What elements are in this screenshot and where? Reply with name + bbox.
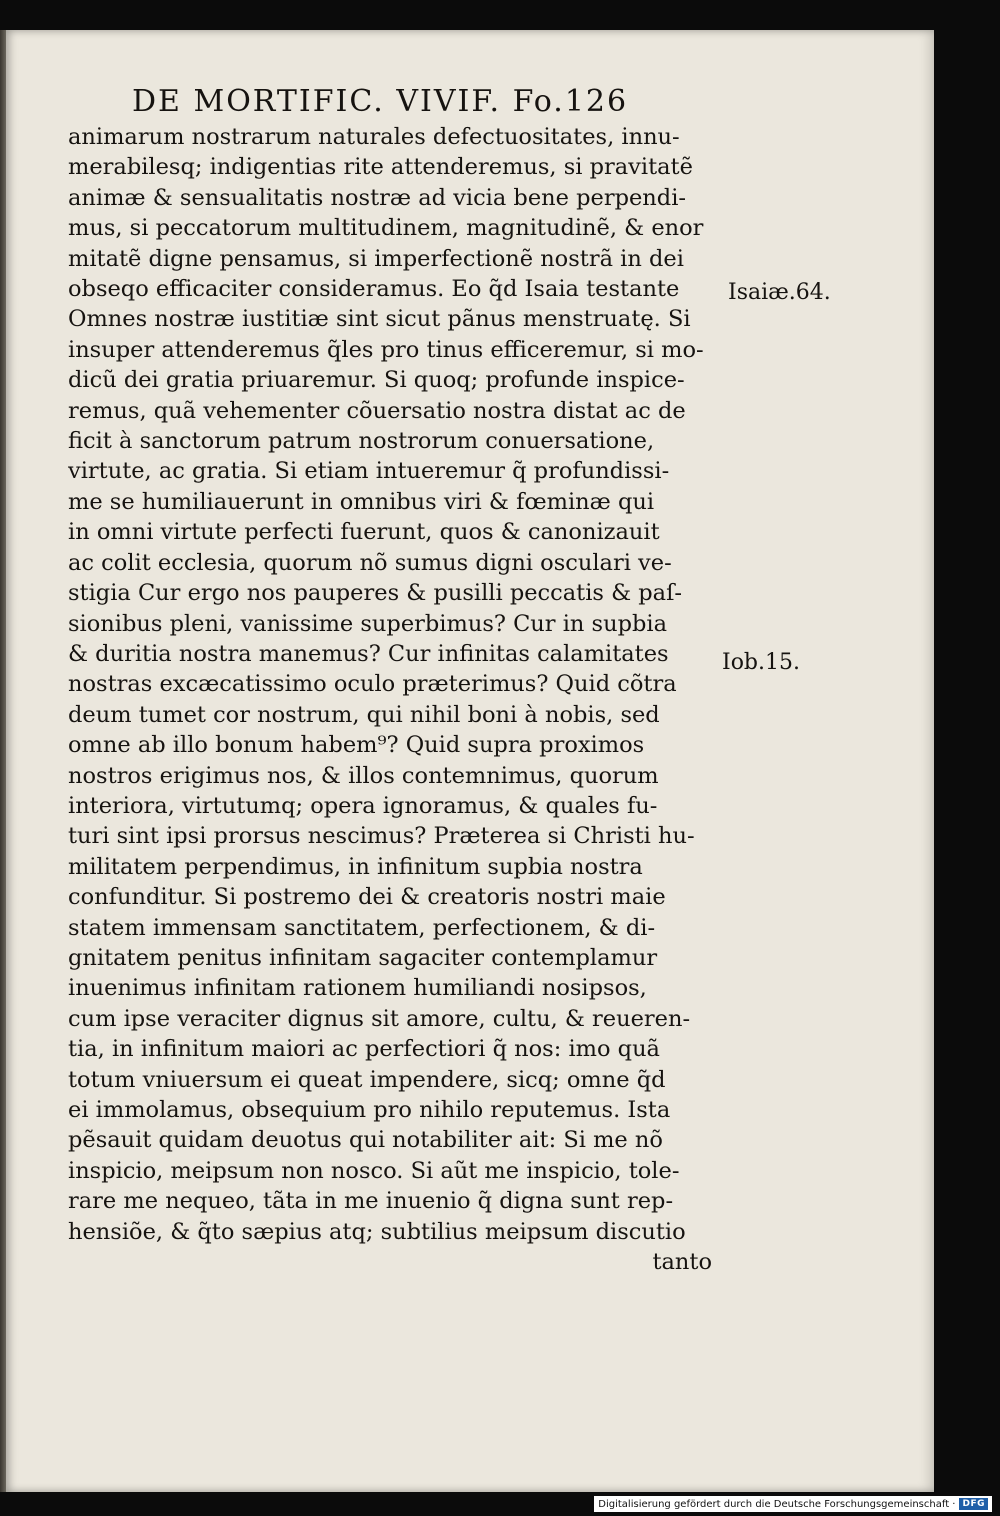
text-line: obseqo efficaciter consideramus. Eo q̃d Isaia testante [68,276,680,303]
text-line: in omni virtute perfecti fuerunt, quos & canonizauit [68,519,660,546]
body-text [68,122,728,1277]
text-line: inuenimus infinitam rationem humiliandi nosipsos, [68,975,647,1002]
text-line: insuper attenderemus q̃les pro tinus efficeremur, si mo- [68,336,704,363]
text-line: mus, si peccatorum multitudinem, magnitudinẽ, & enor [68,215,704,242]
text-line: tia, in infinitum maiori ac perfectiori q̃ nos: imo quã [68,1036,660,1063]
dfg-logo-icon: DFG [959,1498,988,1510]
text-line: ficit à sanctorum patrum nostrorum conuersatione, [68,428,655,455]
funding-note: Digitalisierung gefördert durch die Deutsche Forschungsgemeinschaft · [598,1498,956,1510]
text-line: rare me nequeo, tãta in me inuenio q̃ digna sunt rep- [68,1188,674,1215]
text-line: animæ & sensualitatis nostræ ad vicia bene perpendi- [68,184,686,211]
margin-note-isaiah: Isaiæ.64. [728,280,831,305]
text-line: statem immensam sanctitatem, perfectionem, & di- [68,914,656,941]
text-line: omne ab illo bonum habem⁹? Quid supra proximos [68,732,645,759]
text-line: turi sint ipsi prorsus nescimus? Præterea si Christi hu- [68,823,695,850]
text-line: merabilesq; indigentias rite attenderemus, si pravitatẽ [68,154,693,181]
text-line: virtute, ac gratia. Si etiam intueremur q̃ profundissi- [68,458,670,485]
text-line: animarum nostrarum naturales defectuositates, innu- [68,124,680,150]
text-line: confunditur. Si postremo dei & creatoris nostri maie [68,884,666,911]
text-line: deum tumet cor nostrum, qui nihil boni à nobis, sed [68,701,660,728]
text-line: remus, quã vehementer cõuersatio nostra distat ac de [68,397,686,424]
text-line: Omnes nostræ iustitiæ sint sicut pãnus menstruatę. Si [68,306,691,333]
text-line: pẽsauit quidam deuotus qui notabiliter ait: Si me nõ [68,1127,663,1154]
text-line: dicũ dei gratia priuaremur. Si quoq; profunde inspice- [68,367,685,394]
text-line: & duritia nostra manemus? Cur infinitas calamitates [68,640,669,667]
text-line: cum ipse veraciter dignus sit amore, cultu, & reueren- [68,1005,691,1032]
text-line: totum vniuersum ei queat impendere, sicq; omne q̃d [68,1066,666,1093]
funding-footer [594,1496,992,1512]
text-line: hensiõe, & q̃to sæpius atq; subtilius meipsum discutio [68,1218,686,1245]
text-line: ac colit ecclesia, quorum nõ sumus digni osculari ve- [68,549,672,576]
text-line: stigia Cur ergo nos pauperes & pusilli peccatis & paſ- [68,580,683,607]
text-line: me se humiliauerunt in omnibus viri & fœminæ qui [68,488,655,515]
text-line: gnitatem penitus infinitam sagaciter contemplamur [68,944,658,971]
catchword: tanto [652,1249,712,1276]
text-line: inspicio, meipsum non nosco. Si aũt me inspicio, tole- [68,1157,680,1184]
text-line: ei immolamus, obsequium pro nihilo reputemus. Ista [68,1097,671,1123]
text-line: nostros erigimus nos, & illos contemnimus, quorum [68,762,659,789]
text-line: interiora, virtutumq; opera ignoramus, & quales fu- [68,792,658,819]
text-line: sionibus pleni, vanissime superbimus? Cur in supbia [68,610,667,637]
text-line: nostras excæcatissimo oculo præterimus? Quid cõtra [68,671,677,698]
margin-note-job: Iob.15. [722,650,800,675]
text-line: mitatẽ digne pensamus, si imperfectionẽ nostrã in dei [68,245,684,272]
text-line: militatem perpendimus, in infinitum supbia nostra [68,853,643,880]
running-header: DE MORTIFIC. VIVIF. Fo.126 [132,84,629,119]
